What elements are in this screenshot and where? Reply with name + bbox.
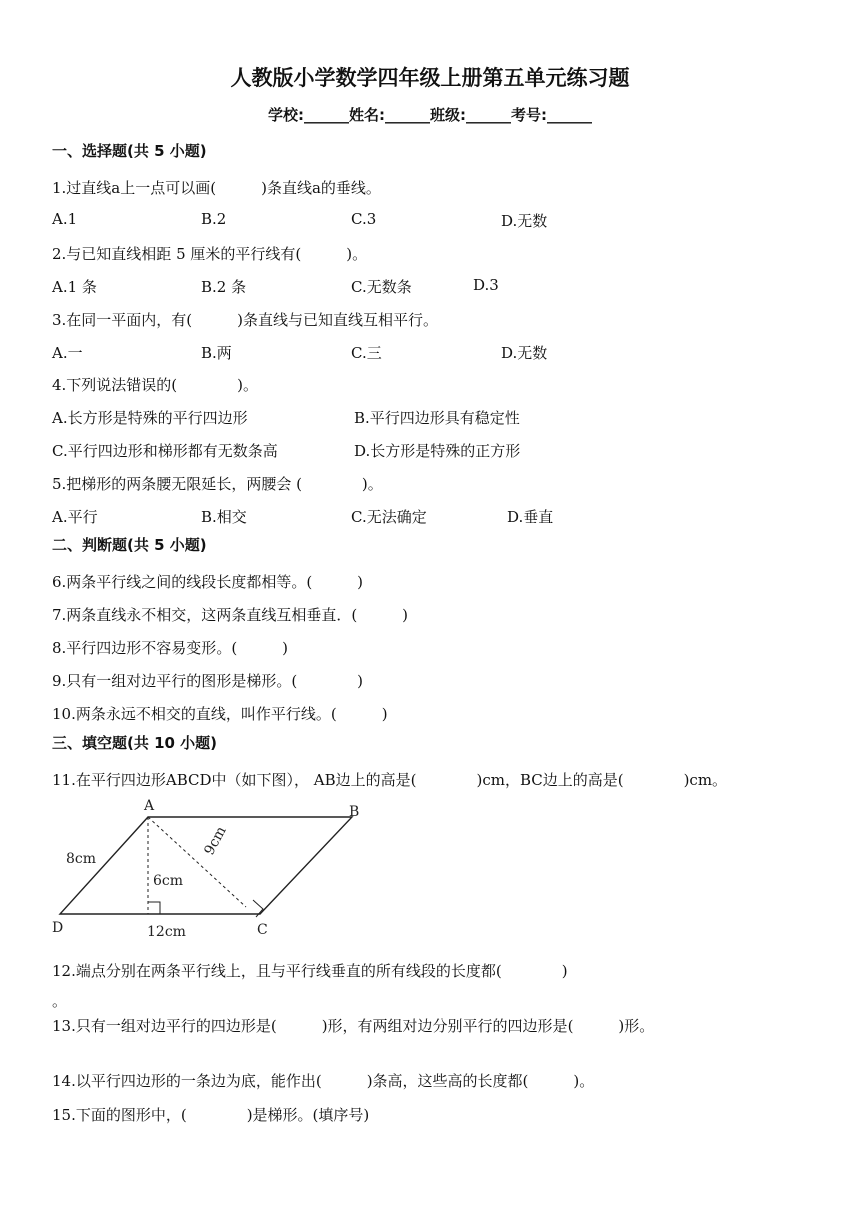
section-judge-heading: 二、判断题(共 5 小题) xyxy=(52,536,207,554)
q1-option-b: B.2 xyxy=(201,210,227,228)
question-1: 1.过直线a上一点可以画( )条直线a的垂线。 xyxy=(52,179,381,197)
question-13: 13.只有一组对边平行的四边形是( )形，有两组对边分别平行的四边形是( )形。 xyxy=(52,1017,655,1035)
q1-option-c: C.3 xyxy=(351,210,377,228)
height-to-bc-line xyxy=(148,817,246,907)
q4-option-d: D.长方形是特殊的正方形 xyxy=(354,442,521,460)
q2-option-b: B.2 条 xyxy=(201,278,247,296)
q3-option-b: B.两 xyxy=(201,344,232,362)
point-a-label: A xyxy=(144,798,155,814)
q4-option-b: B.平行四边形具有稳定性 xyxy=(354,409,520,427)
question-3: 3.在同一平面内，有( )条直线与已知直线互相平行。 xyxy=(52,311,439,329)
question-2: 2.与已知直线相距 5 厘米的平行线有( )。 xyxy=(52,245,368,263)
parallelogram-figure xyxy=(52,796,372,941)
section-fill-heading: 三、填空题(共 10 小题) xyxy=(52,734,218,752)
section-choice-heading: 一、选择题(共 5 小题) xyxy=(52,142,207,160)
right-angle-mark-dc xyxy=(148,902,160,914)
question-12: 12.端点分别在两条平行线上，且与平行线垂直的所有线段的长度都( ) xyxy=(52,962,568,980)
q3-option-d: D.无数 xyxy=(501,344,548,362)
question-10: 10.两条永远不相交的直线，叫作平行线。( ) xyxy=(52,705,388,723)
question-9: 9.只有一组对边平行的图形是梯形。( ) xyxy=(52,672,364,690)
question-8: 8.平行四边形不容易变形。( ) xyxy=(52,639,289,657)
point-d-label: D xyxy=(52,920,64,936)
parallelogram-shape xyxy=(60,817,352,914)
base-dc-length-label: 12cm xyxy=(147,924,186,940)
question-14: 14.以平行四边形的一条边为底，能作出( )条高，这些高的长度都( )。 xyxy=(52,1072,595,1090)
q2-option-a: A.1 条 xyxy=(52,278,97,296)
q4-option-a: A.长方形是特殊的平行四边形 xyxy=(52,409,248,427)
q5-option-d: D.垂直 xyxy=(507,508,554,526)
question-6: 6.两条平行线之间的线段长度都相等。( ) xyxy=(52,573,364,591)
height-9cm-label: 9cm xyxy=(201,823,230,858)
page-title: 人教版小学数学四年级上册第五单元练习题 xyxy=(230,66,630,90)
side-ad-length-label: 8cm xyxy=(66,851,97,867)
q5-option-a: A.平行 xyxy=(52,508,98,526)
q1-option-d: D.无数 xyxy=(501,212,548,230)
q3-option-c: C.三 xyxy=(351,344,382,362)
question-12-end: 。 xyxy=(52,992,68,1010)
q2-option-c: C.无数条 xyxy=(351,278,412,296)
student-info-line: 学校:______姓名:______班级:______考号:______ xyxy=(268,106,592,124)
q4-option-c: C.平行四边形和梯形都有无数条高 xyxy=(52,442,278,460)
question-4: 4.下列说法错误的( )。 xyxy=(52,376,259,394)
question-11: 11.在平行四边形ABCD中（如下图）， AB边上的高是( )cm，BC边上的高是( )cm。 xyxy=(52,771,728,789)
question-7: 7.两条直线永不相交，这两条直线互相垂直．( ) xyxy=(52,606,409,624)
height-6cm-label: 6cm xyxy=(153,873,184,889)
question-5: 5.把梯形的两条腰无限延长，两腰会 ( )。 xyxy=(52,475,383,493)
point-b-label: B xyxy=(349,804,360,820)
q2-option-d: D.3 xyxy=(473,276,499,294)
q3-option-a: A.一 xyxy=(52,344,83,362)
point-c-label: C xyxy=(257,922,268,938)
q1-option-a: A.1 xyxy=(52,210,78,228)
question-15: 15.下面的图形中，( )是梯形。(填序号) xyxy=(52,1106,370,1124)
q5-option-b: B.相交 xyxy=(201,508,247,526)
q5-option-c: C.无法确定 xyxy=(351,508,427,526)
